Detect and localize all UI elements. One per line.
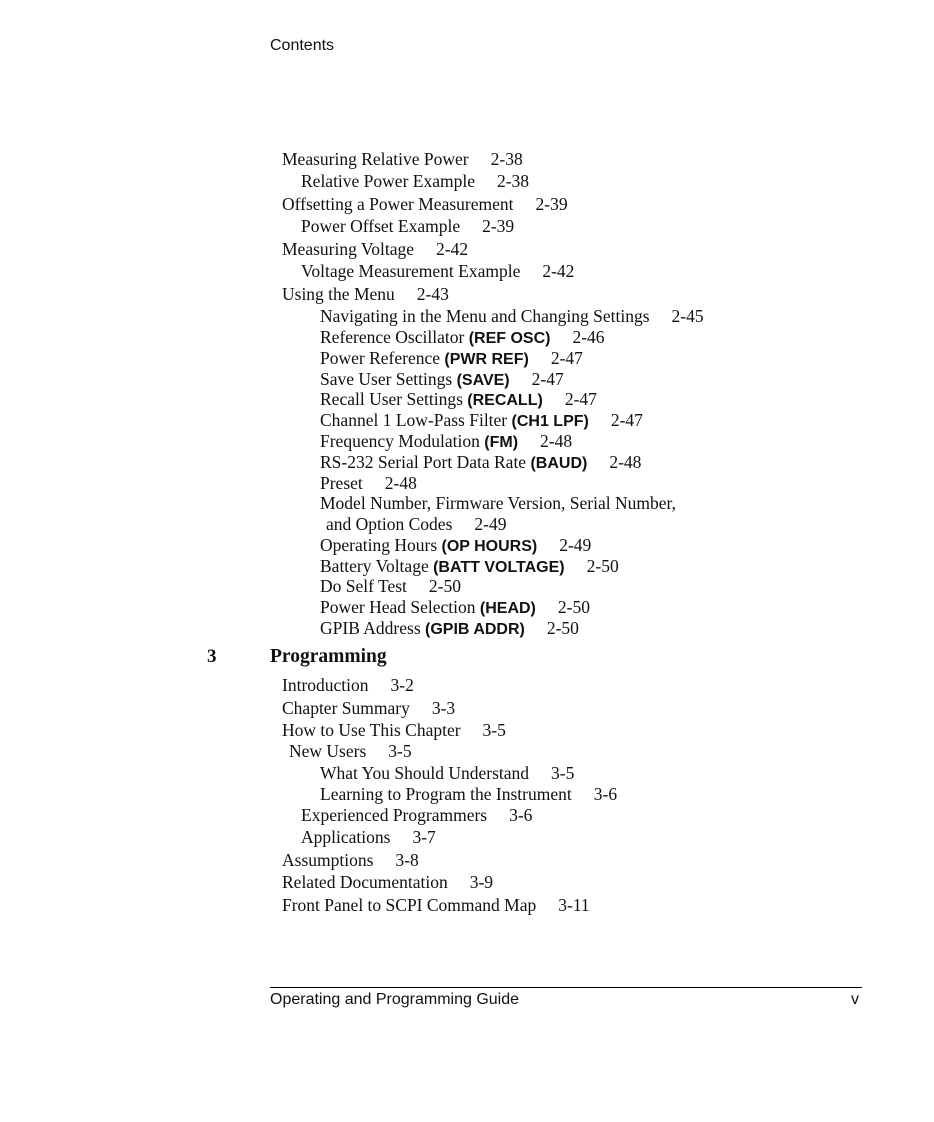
toc-entry-page: 2-49 <box>474 514 507 534</box>
toc-entry-keyword: (BAUD) <box>530 455 588 472</box>
toc-entry-page: 3-5 <box>388 741 412 761</box>
toc-entry[interactable] <box>320 410 643 431</box>
toc-entry[interactable] <box>320 763 574 783</box>
toc-entry-title: GPIB Address <box>320 618 426 638</box>
toc-entry-page: 2-47 <box>610 410 643 430</box>
toc-entry[interactable] <box>282 149 523 169</box>
toc-entry-keyword: (FM) <box>484 434 519 451</box>
toc-entry-page: 3-3 <box>431 698 456 718</box>
toc-entry[interactable] <box>320 473 417 493</box>
toc-entry[interactable] <box>282 284 449 304</box>
toc-entry-title: Related Documentation <box>282 872 448 892</box>
toc-entry[interactable] <box>320 576 461 596</box>
toc-entry-title: Save User Settings <box>320 369 457 389</box>
toc-entry-page: 2-50 <box>428 576 461 596</box>
toc-entry[interactable] <box>301 827 436 847</box>
toc-entry-title: Assumptions <box>282 850 374 870</box>
toc-entry-page: 2-46 <box>572 327 605 347</box>
toc-entry[interactable] <box>282 895 590 915</box>
toc-entry-page: 2-47 <box>550 348 583 368</box>
toc-entry-page: 2-48 <box>540 431 573 451</box>
toc-entry-title: Power Offset Example <box>301 216 461 236</box>
toc-entry[interactable] <box>289 741 412 761</box>
toc-entry-keyword: (BATT VOLTAGE) <box>433 559 565 576</box>
toc-entry-title: Measuring Relative Power <box>282 149 469 169</box>
toc-entry-page: 2-49 <box>559 535 592 555</box>
toc-entry-page: 3-7 <box>412 827 436 847</box>
toc-entry[interactable] <box>320 389 597 410</box>
toc-entry-title: Power Reference <box>320 348 445 368</box>
toc-entry-page: 2-48 <box>609 452 642 472</box>
toc-entry-page: 2-39 <box>535 194 568 214</box>
toc-entry-keyword: (OP HOURS) <box>441 538 538 555</box>
toc-entry-title: Power Head Selection <box>320 597 480 617</box>
toc-entry[interactable] <box>320 306 704 326</box>
toc-entry-keyword: (REF OSC) <box>468 330 551 347</box>
toc-entry[interactable] <box>301 805 532 825</box>
toc-entry[interactable] <box>320 493 676 513</box>
toc-entry-title: Operating Hours <box>320 535 442 555</box>
toc-entry-title: Chapter Summary <box>282 698 410 718</box>
toc-entry[interactable] <box>282 850 419 870</box>
toc-entry-title: RS-232 Serial Port Data Rate <box>320 452 531 472</box>
toc-entry-title: Reference Oscillator <box>320 327 469 347</box>
toc-entry-page: 2-39 <box>482 216 515 236</box>
toc-entry[interactable] <box>282 872 493 892</box>
toc-entry-page: 2-48 <box>384 473 417 493</box>
toc-entry-title: Frequency Modulation <box>320 431 485 451</box>
toc-entry-title: Learning to Program the Instrument <box>320 784 572 804</box>
toc-entry-page: 2-42 <box>542 261 575 281</box>
toc-entry-page: 2-50 <box>557 597 590 617</box>
toc-entry-title: Applications <box>301 827 391 847</box>
toc-entry[interactable] <box>282 720 506 740</box>
toc-entry-keyword: (GPIB ADDR) <box>425 621 525 638</box>
toc-entry-page: 3-11 <box>558 895 590 915</box>
toc-entry-title: Offsetting a Power Measurement <box>282 194 514 214</box>
toc-entry-title: Do Self Test <box>320 576 407 596</box>
toc-entry-page: 2-45 <box>671 306 704 326</box>
toc-entry-title: Recall User Settings <box>320 389 468 409</box>
toc-entry-keyword: (PWR REF) <box>444 351 529 368</box>
toc-entry-keyword: (SAVE) <box>456 372 510 389</box>
toc-entry[interactable] <box>320 327 605 348</box>
toc-entry[interactable] <box>320 784 617 804</box>
toc-entry[interactable] <box>320 452 641 473</box>
toc-entry-page: 3-5 <box>551 763 575 783</box>
toc-entry[interactable] <box>320 369 564 390</box>
footer-rule <box>270 987 862 988</box>
toc-entry-page: 2-38 <box>490 149 523 169</box>
toc-entry-keyword: (RECALL) <box>467 392 543 409</box>
toc-entry[interactable] <box>320 618 579 639</box>
page-number: v <box>851 991 859 1008</box>
toc-entry[interactable] <box>320 431 572 452</box>
toc-entry-title: and Option Codes <box>326 514 453 534</box>
toc-entry[interactable] <box>320 535 591 556</box>
toc-entry-page: 2-47 <box>564 389 597 409</box>
toc-entry-title: Channel 1 Low-Pass Filter <box>320 410 512 430</box>
toc-entry-title: Measuring Voltage <box>282 239 415 259</box>
chapter-title: Programming <box>270 646 387 667</box>
toc-entry[interactable] <box>326 514 506 534</box>
toc-entry[interactable] <box>301 261 574 281</box>
toc-entry-title: Navigating in the Menu and Changing Settings <box>320 306 650 326</box>
toc-entry[interactable] <box>282 698 455 718</box>
toc-entry-page: 3-6 <box>509 805 533 825</box>
toc-entry-title: Model Number, Firmware Version, Serial Number, <box>320 493 676 513</box>
chapter-number: 3 <box>207 646 217 667</box>
toc-entry[interactable] <box>282 194 568 214</box>
toc-entry[interactable] <box>320 597 590 618</box>
toc-entry-page: 3-2 <box>390 675 414 695</box>
toc-entry-title: Using the Menu <box>282 284 395 304</box>
toc-entry-page: 2-50 <box>546 618 579 638</box>
toc-entry[interactable] <box>282 239 468 259</box>
toc-entry-title: New Users <box>289 741 367 761</box>
footer-title: Operating and Programming Guide <box>270 991 520 1008</box>
toc-entry-page: 2-38 <box>496 171 530 191</box>
toc-entry[interactable] <box>320 556 619 577</box>
toc-entry-page: 2-50 <box>586 556 619 576</box>
toc-entry-title: Experienced Programmers <box>301 805 488 825</box>
toc-entry-page: 2-42 <box>436 239 469 259</box>
toc-entry-title: Battery Voltage <box>320 556 434 576</box>
toc-entry-page: 3-6 <box>593 784 618 804</box>
toc-entry-title: Voltage Measurement Example <box>301 261 521 281</box>
toc-entry-page: 2-43 <box>416 284 449 304</box>
toc-entry-page: 3-5 <box>482 720 506 740</box>
toc-entry-keyword: (CH1 LPF) <box>511 413 589 430</box>
toc-entry-title: Preset <box>320 473 363 493</box>
running-header: Contents <box>270 37 335 54</box>
toc-entry-title: Relative Power Example <box>301 171 475 191</box>
toc-entry[interactable] <box>320 348 583 369</box>
toc-entry-page: 3-8 <box>395 850 419 870</box>
toc-entry[interactable] <box>282 675 414 695</box>
toc-entry-page: 3-9 <box>469 872 494 892</box>
toc-entry-title: Introduction <box>282 675 369 695</box>
toc-entry-keyword: (HEAD) <box>479 600 536 617</box>
toc-entry[interactable] <box>301 216 514 236</box>
toc-entry-title: Front Panel to SCPI Command Map <box>282 895 537 915</box>
toc-entry-page: 2-47 <box>531 369 564 389</box>
toc-entry-title: What You Should Understand <box>320 763 530 783</box>
toc-entry[interactable] <box>301 171 529 191</box>
toc-entry-title: How to Use This Chapter <box>282 720 461 740</box>
